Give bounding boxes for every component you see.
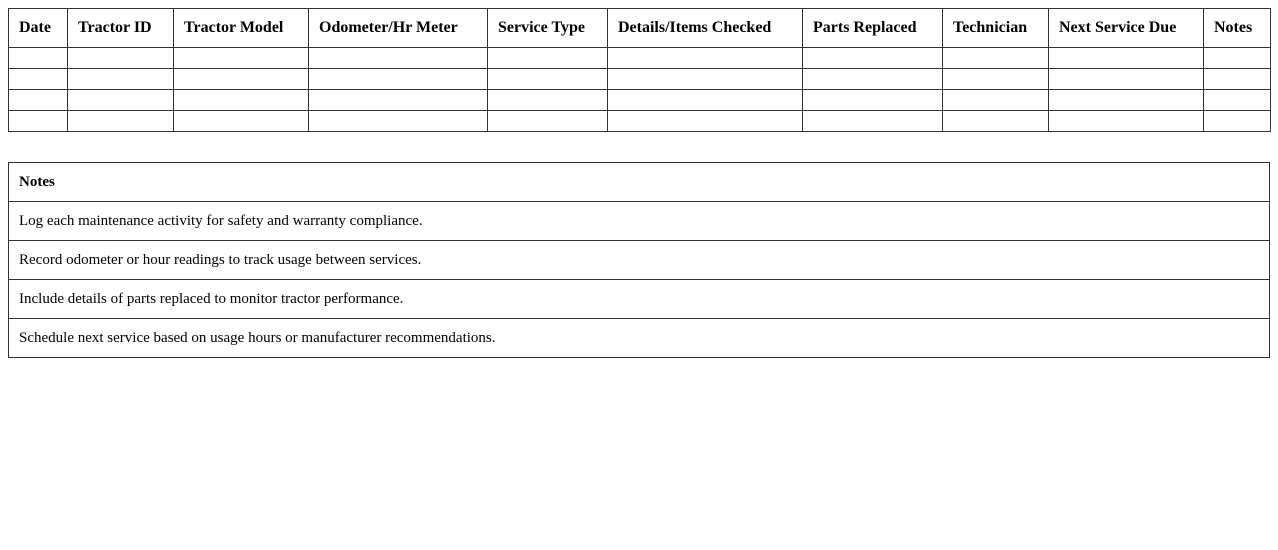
notes-table [8,162,1270,358]
cell-tractor-id [68,111,174,132]
note-item: Log each maintenance activity for safety and warranty compliance. [9,202,1270,241]
column-header-service-type: Service Type [488,9,608,48]
cell-tractor-model [174,48,309,69]
notes-header-row [9,163,1270,202]
cell-service-type [488,90,608,111]
cell-next-service-due [1049,69,1204,90]
cell-odometer [309,90,488,111]
table-row [9,69,1271,90]
note-item: Schedule next service based on usage hours or manufacturer recommendations. [9,319,1270,358]
cell-tractor-model [174,111,309,132]
cell-tractor-id [68,48,174,69]
note-row [9,319,1270,358]
cell-service-type [488,48,608,69]
cell-parts-replaced [803,90,943,111]
note-row [9,241,1270,280]
cell-next-service-due [1049,90,1204,111]
cell-odometer [309,111,488,132]
cell-service-type [488,69,608,90]
cell-technician [943,48,1049,69]
column-header-technician: Technician [943,9,1049,48]
cell-notes [1204,90,1271,111]
cell-service-type [488,111,608,132]
cell-next-service-due [1049,111,1204,132]
cell-tractor-id [68,69,174,90]
cell-notes [1204,111,1271,132]
note-item: Record odometer or hour readings to track usage between services. [9,241,1270,280]
cell-details [608,48,803,69]
cell-parts-replaced [803,48,943,69]
cell-tractor-model [174,69,309,90]
table-row [9,90,1271,111]
note-row [9,280,1270,319]
cell-odometer [309,48,488,69]
column-header-odometer: Odometer/Hr Meter [309,9,488,48]
cell-notes [1204,48,1271,69]
cell-next-service-due [1049,48,1204,69]
cell-date [9,90,68,111]
cell-date [9,69,68,90]
cell-date [9,111,68,132]
maintenance-log-table [8,8,1271,132]
cell-tractor-id [68,90,174,111]
column-header-tractor-id: Tractor ID [68,9,174,48]
table-row [9,111,1271,132]
cell-details [608,69,803,90]
note-row [9,202,1270,241]
cell-notes [1204,69,1271,90]
cell-technician [943,69,1049,90]
column-header-next-service-due: Next Service Due [1049,9,1204,48]
cell-parts-replaced [803,111,943,132]
cell-tractor-model [174,90,309,111]
cell-technician [943,111,1049,132]
cell-details [608,111,803,132]
notes-heading: Notes [9,163,1270,202]
header-row [9,9,1271,48]
column-header-date: Date [9,9,68,48]
column-header-parts-replaced: Parts Replaced [803,9,943,48]
column-header-notes: Notes [1204,9,1271,48]
cell-date [9,48,68,69]
column-header-tractor-model: Tractor Model [174,9,309,48]
cell-technician [943,90,1049,111]
cell-odometer [309,69,488,90]
column-header-details: Details/Items Checked [608,9,803,48]
note-item: Include details of parts replaced to monitor tractor performance. [9,280,1270,319]
cell-details [608,90,803,111]
table-row [9,48,1271,69]
cell-parts-replaced [803,69,943,90]
